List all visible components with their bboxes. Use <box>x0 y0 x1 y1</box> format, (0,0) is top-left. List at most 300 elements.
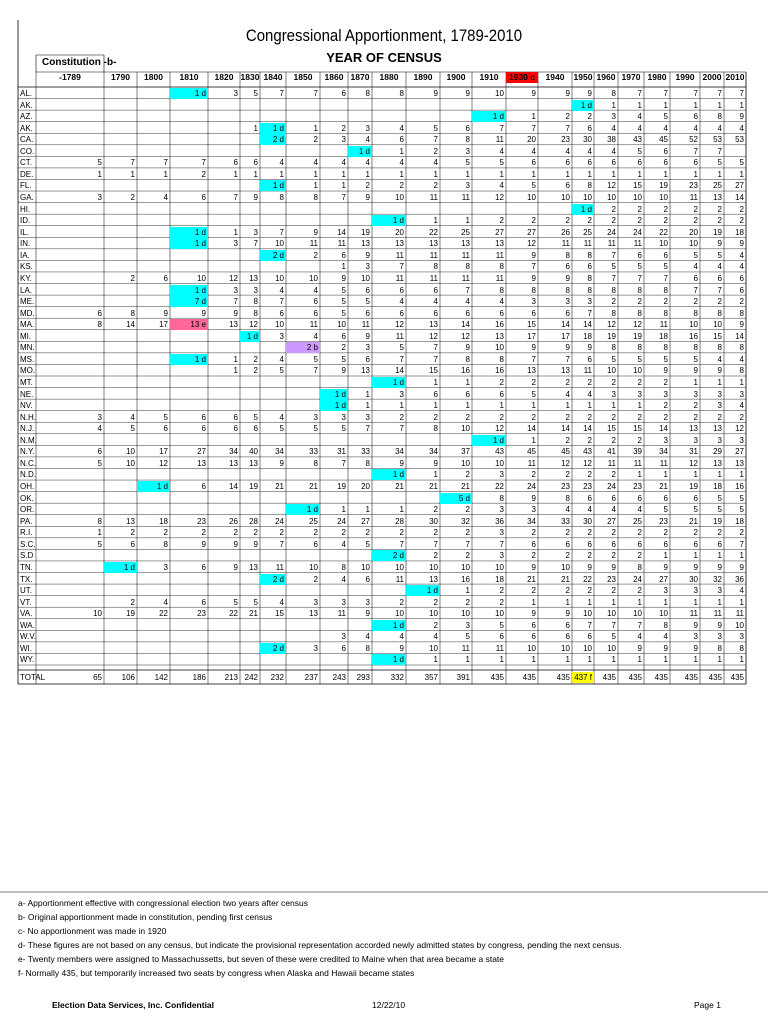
footnote-text: f- Normally 435, but temporarily increased two seats by congress when Alaska and Hawaii became states <box>18 968 415 978</box>
table-cell: 24 <box>337 516 346 526</box>
table-cell: 1 d <box>372 215 406 226</box>
table-cell <box>170 585 208 596</box>
table-cell: 6 <box>399 308 404 318</box>
table-cell: 12 <box>633 320 642 330</box>
table-cell: 10 <box>275 273 284 283</box>
table-cell <box>286 435 320 446</box>
table-cell: 10 <box>583 193 592 203</box>
table-cell: 6 <box>531 539 536 549</box>
table-cell: 1 d <box>348 146 372 157</box>
table-cell: 4 <box>499 297 504 307</box>
table-cell <box>406 111 440 122</box>
table-cell <box>137 123 170 134</box>
table-cell: 10 <box>527 193 536 203</box>
table-cell: 7 <box>433 539 438 549</box>
total-cell: 106 <box>121 673 135 682</box>
table-cell: 6 <box>717 273 722 283</box>
table-cell: 2 <box>130 273 135 283</box>
table-cell: 6 <box>611 158 616 168</box>
column-header: 2010 <box>725 72 745 82</box>
table-cell: 1 d <box>572 100 594 111</box>
table-cell: 4 <box>565 146 570 156</box>
table-cell: 13 <box>361 366 370 376</box>
table-cell <box>36 342 104 353</box>
table-cell: 4 <box>637 505 642 515</box>
table-cell: 3 <box>365 597 370 607</box>
table-cell: 7 <box>279 89 284 98</box>
table-cell: 1 <box>233 366 238 376</box>
table-cell: 2 <box>587 378 592 387</box>
table-cell: 1 <box>399 146 404 156</box>
table-cell: 3 <box>499 470 504 480</box>
table-cell: 40 <box>249 447 258 457</box>
table-cell <box>208 204 240 215</box>
table-cell: 2 <box>565 412 570 422</box>
table-cell: 8 <box>130 308 135 318</box>
table-cell: 8 <box>531 285 536 295</box>
table-cell: 10 <box>659 609 668 619</box>
table-cell: 4 <box>341 539 346 549</box>
table-cell: 11 <box>361 320 370 330</box>
table-cell: 13 <box>561 366 570 376</box>
table-cell <box>36 389 104 400</box>
table-cell: 4 <box>399 632 404 642</box>
table-cell: 2 <box>693 204 698 214</box>
table-cell: 3 <box>365 123 370 133</box>
table-cell: 2 <box>637 216 642 226</box>
total-cell: 293 <box>356 673 370 682</box>
table-cell: 32 <box>461 516 470 526</box>
table-cell <box>104 146 137 157</box>
table-cell: 11 <box>495 273 504 283</box>
table-cell <box>260 504 286 515</box>
table-cell: 1 <box>717 100 722 110</box>
table-cell: 9 <box>233 562 238 572</box>
table-cell: 6 <box>313 539 318 549</box>
table-cell: 8 <box>717 112 722 122</box>
table-cell: 11 <box>395 250 404 260</box>
table-cell: 10 <box>361 562 370 572</box>
table-cell: 7 <box>717 285 722 295</box>
table-cell: 2 <box>663 216 668 226</box>
table-cell: 3 <box>663 389 668 399</box>
table-cell: 5 <box>637 262 642 272</box>
state-label: NV. <box>20 401 33 411</box>
table-cell <box>170 389 208 400</box>
table-cell: 10 <box>461 609 470 619</box>
table-cell: 6 <box>433 389 438 399</box>
table-cell: 2 <box>637 378 642 387</box>
table-cell: 4 <box>433 297 438 307</box>
table-cell <box>137 342 170 353</box>
table-cell: 27 <box>735 181 744 191</box>
table-cell: 7 <box>531 262 536 272</box>
table-cell: 6 <box>565 539 570 549</box>
table-cell <box>104 180 137 191</box>
table-cell <box>260 377 286 388</box>
table-cell: 10 <box>495 562 504 572</box>
table-cell <box>240 643 260 654</box>
table-cell: 1 d <box>260 180 286 191</box>
table-cell: 3 <box>465 620 470 630</box>
table-cell: 9 <box>663 562 668 572</box>
table-cell: 4 <box>739 262 744 272</box>
state-label: OH. <box>20 482 35 492</box>
table-cell: 6 <box>365 308 370 318</box>
table-cell <box>170 469 208 480</box>
table-cell: 5 <box>693 354 698 364</box>
table-cell: 1 <box>637 597 642 607</box>
total-cell: 232 <box>270 673 284 682</box>
table-cell: 3 <box>693 632 698 642</box>
table-cell: 7 <box>313 366 318 376</box>
table-cell: 2 d <box>260 574 286 585</box>
table-cell: 4 <box>587 389 592 399</box>
table-cell: 1 <box>531 169 536 179</box>
table-cell: 1 <box>611 169 616 179</box>
table-cell: 12 <box>395 320 404 330</box>
table-cell: 6 <box>565 262 570 272</box>
table-cell: 6 <box>663 539 668 549</box>
table-cell: 23 <box>607 574 616 584</box>
table-cell: 9 <box>465 89 470 98</box>
table-cell: 11 <box>689 193 698 203</box>
table-cell: 6 <box>163 273 168 283</box>
table-cell <box>36 285 104 296</box>
table-cell <box>104 481 137 492</box>
table-cell: 10 <box>561 643 570 653</box>
table-cell <box>104 227 137 238</box>
table-cell: 7 <box>693 89 698 98</box>
table-cell: 2 d <box>372 550 406 561</box>
table-cell: 1 <box>637 401 642 411</box>
table-cell: 9 <box>531 493 536 503</box>
table-cell: 6 <box>201 412 206 422</box>
table-cell: 6 <box>399 135 404 145</box>
table-cell <box>137 204 170 215</box>
table-cell: 5 <box>365 297 370 307</box>
table-cell: 2 <box>663 204 668 214</box>
table-cell: 7 <box>433 135 438 145</box>
table-cell <box>170 331 208 342</box>
table-cell: 18 <box>735 227 744 237</box>
table-cell: 9 <box>717 239 722 249</box>
table-cell: 1 <box>233 354 238 364</box>
table-cell <box>440 111 472 122</box>
table-cell: 2 <box>565 216 570 226</box>
table-cell: 4 <box>365 158 370 168</box>
table-cell: 2 <box>531 528 536 538</box>
table-cell: 1 <box>663 100 668 110</box>
table-cell: 11 <box>461 193 470 203</box>
table-cell: 1 <box>433 655 438 665</box>
table-cell: 1 <box>663 169 668 179</box>
table-cell <box>240 342 260 353</box>
table-cell <box>36 562 104 573</box>
state-label: N.H. <box>20 412 36 422</box>
table-cell: 2 <box>465 551 470 561</box>
table-cell: 4 <box>313 285 318 295</box>
table-cell: 7 <box>611 620 616 630</box>
table-cell: 10 <box>126 447 135 457</box>
total-cell: 242 <box>244 673 258 682</box>
table-cell: 2 <box>739 297 744 307</box>
table-cell: 3 <box>465 181 470 191</box>
table-cell: 27 <box>527 227 536 237</box>
table-cell <box>104 377 137 388</box>
table-cell: 10 <box>583 609 592 619</box>
table-cell: 10 <box>583 643 592 653</box>
table-cell: 11 <box>583 366 592 376</box>
table-cell: 6 <box>433 285 438 295</box>
total-cell: 65 <box>93 673 102 682</box>
table-cell: 9 <box>399 458 404 468</box>
table-cell: 10 <box>633 609 642 619</box>
table-cell <box>240 215 260 226</box>
table-cell <box>440 204 472 215</box>
table-cell: 10 <box>93 609 102 619</box>
footnote <box>18 925 170 937</box>
table-cell: 19 <box>607 331 616 341</box>
table-cell: 4 <box>565 389 570 399</box>
table-cell: 1 <box>717 470 722 480</box>
table-cell: 2 <box>465 528 470 538</box>
table-cell: 13 <box>249 458 258 468</box>
state-label: ME. <box>20 297 35 307</box>
table-cell: 2 <box>341 528 346 538</box>
table-cell: 5 <box>739 493 744 503</box>
table-cell <box>208 469 240 480</box>
table-cell: 4 <box>663 632 668 642</box>
table-cell: 11 <box>689 609 698 619</box>
table-cell: 19 <box>689 482 698 492</box>
table-cell <box>286 620 320 631</box>
table-cell: 5 <box>341 354 346 364</box>
state-label: IN. <box>20 239 31 249</box>
table-cell: 1 <box>163 169 168 179</box>
table-cell: 8 <box>565 285 570 295</box>
table-cell <box>137 585 170 596</box>
footnote <box>18 953 508 965</box>
table-cell: 10 <box>607 643 616 653</box>
table-cell <box>286 261 320 272</box>
table-cell: 28 <box>395 516 404 526</box>
table-cell: 1 <box>313 169 318 179</box>
table-cell: 3 <box>531 297 536 307</box>
table-cell: 34 <box>429 447 438 457</box>
table-cell <box>260 620 286 631</box>
table-cell: 6 <box>587 262 592 272</box>
table-cell <box>36 377 104 388</box>
column-header: 1980 <box>647 72 667 82</box>
table-cell: 4 <box>499 146 504 156</box>
table-cell: 6 <box>587 632 592 642</box>
table-cell <box>538 204 572 215</box>
footer-company: Election Data Services, Inc. Confidential <box>52 1000 215 1010</box>
table-cell <box>36 354 104 365</box>
table-cell: 7 <box>637 89 642 98</box>
table-cell: 45 <box>561 447 570 457</box>
table-cell: 3 <box>739 632 744 642</box>
table-cell: 9 <box>565 343 570 353</box>
table-cell: 1 <box>365 505 370 515</box>
table-cell <box>286 377 320 388</box>
table-cell <box>208 134 240 145</box>
table-cell: 2 <box>465 412 470 422</box>
table-cell: 2 <box>739 216 744 226</box>
table-cell <box>170 204 208 215</box>
table-cell <box>208 550 240 561</box>
table-cell: 10 <box>275 320 284 330</box>
table-cell: 7 <box>717 146 722 156</box>
table-cell: 1 d <box>170 354 208 365</box>
table-cell: 23 <box>633 482 642 492</box>
table-cell: 8 <box>399 89 404 98</box>
table-cell: 30 <box>429 516 438 526</box>
table-cell: 6 <box>717 539 722 549</box>
table-cell: 6 <box>693 112 698 122</box>
total-cell: 435 <box>628 673 642 682</box>
table-cell: 4 <box>531 146 536 156</box>
table-cell <box>137 285 170 296</box>
total-cell: 435 <box>708 673 722 682</box>
table-cell: 5 d <box>440 493 472 504</box>
table-cell: 9 <box>341 366 346 376</box>
table-cell <box>170 377 208 388</box>
table-cell: 6 <box>201 597 206 607</box>
table-cell: 10 <box>633 193 642 203</box>
total-cell: 391 <box>456 673 470 682</box>
table-cell: 6 <box>587 539 592 549</box>
state-label: FL. <box>20 181 32 191</box>
table-cell: 2 <box>499 586 504 596</box>
table-cell <box>36 550 104 561</box>
table-cell <box>104 435 137 446</box>
table-cell <box>286 585 320 596</box>
table-cell: 13 <box>361 239 370 249</box>
table-cell: 10 <box>713 320 722 330</box>
table-cell: 6 <box>499 389 504 399</box>
table-cell <box>104 493 137 504</box>
table-cell: 2 <box>253 354 258 364</box>
table-cell: 2 <box>717 412 722 422</box>
table-cell: 5 <box>341 297 346 307</box>
table-cell: 9 <box>637 643 642 653</box>
table-cell: 2 <box>693 401 698 411</box>
table-cell: 9 <box>233 308 238 318</box>
table-cell: 1 <box>717 551 722 561</box>
table-cell: 2 <box>587 586 592 596</box>
table-cell: 8 <box>365 643 370 653</box>
table-cell: 2 <box>611 435 616 445</box>
table-cell: 2 <box>637 297 642 307</box>
table-cell: 2 <box>611 551 616 561</box>
table-cell: 7 <box>163 158 168 168</box>
table-cell <box>170 654 208 665</box>
table-cell: 23 <box>659 516 668 526</box>
table-cell <box>170 146 208 157</box>
table-cell: 13 <box>429 239 438 249</box>
table-cell: 9 <box>531 609 536 619</box>
table-cell: 2 <box>433 597 438 607</box>
state-label: MO. <box>20 366 36 376</box>
table-cell: 2 <box>637 528 642 538</box>
table-cell <box>260 493 286 504</box>
table-cell: 5 <box>637 146 642 156</box>
table-cell: 13 <box>713 458 722 468</box>
table-cell: 1 d <box>320 389 348 400</box>
table-cell: 4 <box>313 331 318 341</box>
table-cell: 8 <box>717 343 722 353</box>
table-cell: 1 <box>693 551 698 561</box>
table-cell <box>372 204 406 215</box>
table-cell <box>320 146 348 157</box>
table-cell <box>260 400 286 411</box>
table-cell: 3 <box>587 297 592 307</box>
table-cell <box>320 550 348 561</box>
table-cell: 1 <box>739 597 744 607</box>
table-cell <box>240 111 260 122</box>
table-cell: 10 <box>659 193 668 203</box>
table-cell <box>320 493 348 504</box>
table-cell: 6 <box>365 574 370 584</box>
table-cell: 10 <box>495 458 504 468</box>
table-cell: 25 <box>633 516 642 526</box>
state-label: CT. <box>20 158 32 168</box>
table-cell <box>240 493 260 504</box>
table-cell <box>170 365 208 376</box>
table-cell: 19 <box>337 482 346 492</box>
table-cell: 13 <box>197 458 206 468</box>
table-cell: 8 <box>611 89 616 98</box>
state-label: W.V. <box>20 632 37 642</box>
state-label: TX. <box>20 574 33 584</box>
table-cell: 10 <box>689 239 698 249</box>
table-cell: 19 <box>659 181 668 191</box>
table-cell: 4 <box>717 123 722 133</box>
table-cell: 2 <box>399 412 404 422</box>
table-cell: 4 <box>739 401 744 411</box>
table-cell: 27 <box>495 227 504 237</box>
footnote <box>18 939 626 951</box>
table-cell: 8 <box>587 181 592 191</box>
table-cell <box>372 100 406 111</box>
table-cell <box>137 227 170 238</box>
table-cell: 10 <box>337 320 346 330</box>
table-cell: 5 <box>663 112 668 122</box>
table-cell: 6 <box>565 620 570 630</box>
table-cell: 7 <box>717 89 722 98</box>
table-cell <box>36 574 104 585</box>
table-cell: 4 <box>433 158 438 168</box>
table-cell: 3 <box>341 412 346 422</box>
table-cell <box>170 550 208 561</box>
table-cell: 2 <box>531 470 536 480</box>
table-cell <box>104 134 137 145</box>
table-cell: 1 d <box>286 504 320 515</box>
table-cell: 9 <box>433 458 438 468</box>
table-cell: 2 <box>313 528 318 538</box>
table-cell: 9 <box>565 89 570 98</box>
table-cell: 11 <box>309 320 318 330</box>
table-cell <box>240 389 260 400</box>
table-cell: 13 <box>713 193 722 203</box>
table-cell: 1 <box>465 169 470 179</box>
table-cell: 30 <box>689 574 698 584</box>
table-cell: 1 <box>433 169 438 179</box>
table-cell: 2 <box>433 505 438 515</box>
table-cell: 5 <box>163 412 168 422</box>
